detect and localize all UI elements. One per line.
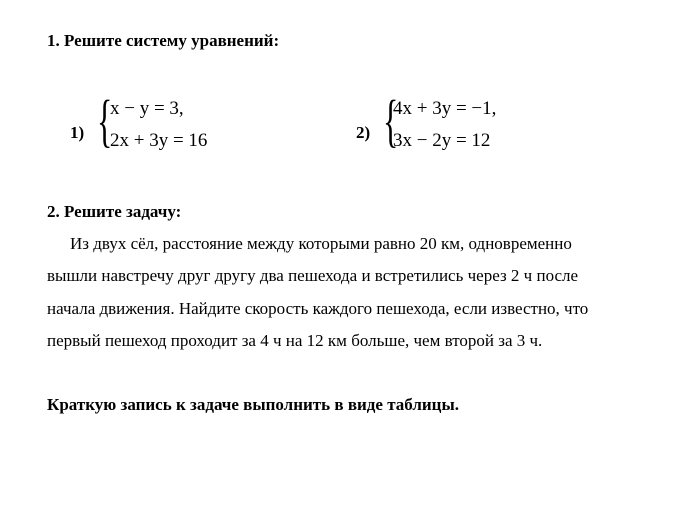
system-1-equation-2: 2x + 3y = 16 — [110, 130, 208, 151]
task2-text-line-2: вышли навстречу друг другу два пешехода и встретились через 2 ч после — [47, 266, 579, 285]
system-2-equation-2: 3x − 2y = 12 — [393, 130, 491, 151]
system-2-brace-icon: { — [383, 88, 399, 153]
task2-heading: 2. Решите задачу: — [47, 202, 182, 221]
system-1-label: 1) — [70, 123, 85, 142]
system-1-equation-1: x − y = 3, — [110, 98, 184, 119]
system-2-label: 2) — [356, 123, 371, 142]
table-instruction-note: Краткую запись к задаче выполнить в виде таблицы. — [47, 395, 459, 414]
system-2-equation-1: 4x + 3y = −1, — [393, 98, 497, 119]
task2-text-line-4: первый пешеход проходит за 4 ч на 12 км больше, чем второй за 3 ч. — [47, 331, 543, 350]
system-1-brace-icon: { — [97, 88, 113, 153]
task2-text-line-3: начала движения. Найдите скорость каждого пешехода, если известно, что — [47, 299, 589, 318]
task1-heading: 1. Решите систему уравнений: — [47, 31, 280, 50]
task2-text-line-1: Из двух сёл, расстояние между которыми равно 20 км, одновременно — [70, 234, 572, 253]
